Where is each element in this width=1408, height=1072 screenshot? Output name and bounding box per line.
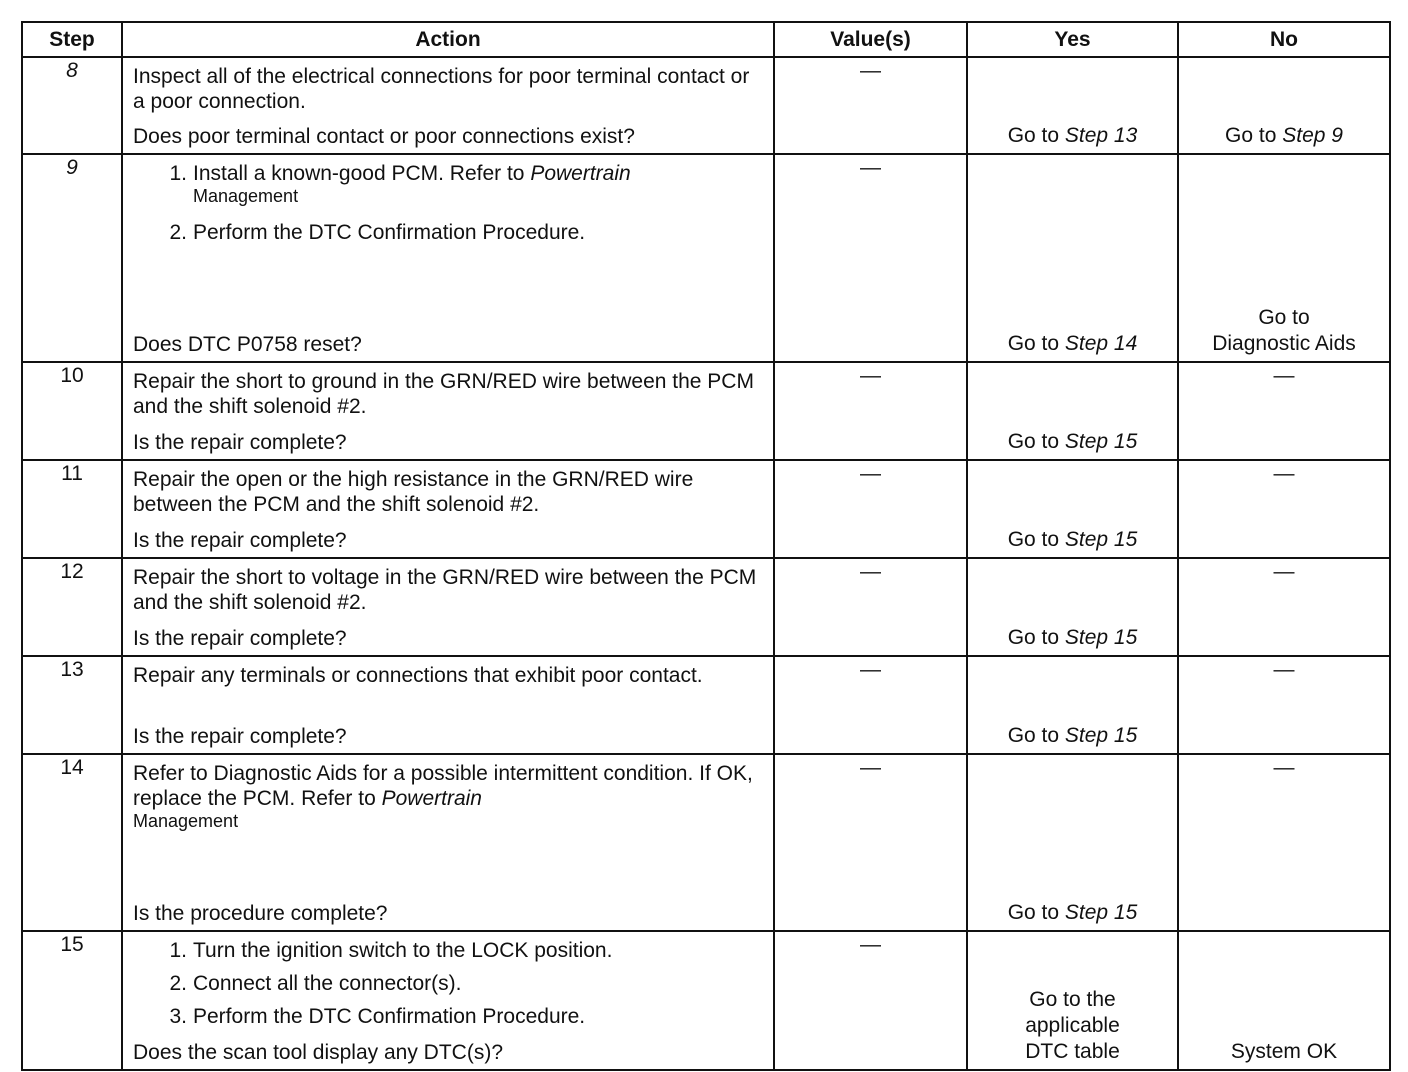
- dash: —: [860, 59, 881, 82]
- value-cell: [774, 656, 967, 754]
- reference-link[interactable]: Powertrain: [381, 787, 482, 810]
- yes-step-link[interactable]: Step 15: [1064, 626, 1138, 649]
- reference-link[interactable]: Powertrain: [530, 162, 631, 185]
- list-item: 3. Perform the DTC Confirmation Procedure.: [169, 1005, 586, 1028]
- dash: —: [1273, 560, 1295, 583]
- dash: —: [860, 364, 881, 387]
- dash: —: [1273, 658, 1295, 681]
- action-cell: [122, 656, 774, 754]
- list-item: 1. Turn the ignition switch to the LOCK position.: [169, 939, 613, 962]
- no-cell: [1178, 362, 1390, 460]
- yes-cell: Go to Step 15: [967, 460, 1178, 558]
- dash: —: [860, 462, 881, 485]
- header-yes: Yes: [967, 22, 1178, 57]
- yes-cell: [967, 931, 1178, 1070]
- yes-cell: Go to Step 15: [967, 362, 1178, 460]
- dash: —: [1273, 462, 1295, 485]
- value-cell: [774, 558, 967, 656]
- table-row: [22, 460, 1390, 558]
- table-row: [22, 154, 1390, 362]
- yes-step-link[interactable]: Step 15: [1064, 901, 1138, 924]
- table-row: [22, 558, 1390, 656]
- no-cell: [1178, 754, 1390, 931]
- yes-cell: Go to Step 13: [967, 57, 1178, 154]
- dash: —: [860, 658, 881, 681]
- step-number: 13: [22, 656, 122, 754]
- yes-step-link[interactable]: Step 15: [1064, 528, 1138, 551]
- yes-step-link[interactable]: Step 14: [1064, 332, 1138, 355]
- dash: —: [860, 756, 881, 779]
- action-question: Is the repair complete?: [133, 431, 347, 454]
- step-number: 11: [22, 460, 122, 558]
- value-cell: [774, 931, 967, 1070]
- header-action: Action: [122, 22, 774, 57]
- dash: —: [860, 156, 881, 179]
- no-step-link[interactable]: Step 9: [1282, 124, 1343, 147]
- action-cell: [122, 754, 774, 931]
- dash: —: [1273, 756, 1295, 779]
- yes-link-dtc-table[interactable]: Go to the applicable DTC table: [1025, 988, 1120, 1063]
- list-item: 2. Connect all the connector(s).: [169, 972, 462, 995]
- list-item: 1. Install a known-good PCM. Refer to Powertrain Management: [169, 162, 631, 206]
- yes-cell: Go to Step 14: [967, 154, 1178, 362]
- yes-cell: Go to Step 15: [967, 558, 1178, 656]
- no-cell: [1178, 656, 1390, 754]
- action-text: Repair the short to ground in the GRN/RED wire between the PCM and the shift solenoid #2.: [133, 370, 754, 418]
- action-text: Inspect all of the electrical connections for poor terminal contact or a poor connection.: [133, 65, 750, 113]
- value-cell: [774, 362, 967, 460]
- no-cell: [1178, 558, 1390, 656]
- value-cell: [774, 460, 967, 558]
- step-number: 14: [22, 754, 122, 931]
- dash: —: [860, 560, 881, 583]
- action-text: Repair the short to voltage in the GRN/RED wire between the PCM and the shift solenoid #2.: [133, 566, 757, 614]
- action-question: Does DTC P0758 reset?: [133, 333, 362, 356]
- table-row: [22, 754, 1390, 931]
- step-number: 10: [22, 362, 122, 460]
- action-text: Refer to Diagnostic Aids for a possible intermittent condition. If OK, replace the PCM. Refer to Powertrain Management: [133, 762, 753, 831]
- step-number: 9: [22, 154, 122, 362]
- action-question: Does poor terminal contact or poor connections exist?: [133, 125, 635, 148]
- table-row: [22, 656, 1390, 754]
- dash: —: [860, 933, 881, 956]
- dash: —: [1273, 364, 1295, 387]
- value-cell: [774, 754, 967, 931]
- no-cell: [1178, 931, 1390, 1070]
- action-cell: [122, 460, 774, 558]
- header-step: Step: [22, 22, 122, 57]
- no-link-diagnostic-aids[interactable]: Go to Diagnostic Aids: [1212, 306, 1356, 355]
- yes-step-link[interactable]: Step 15: [1064, 430, 1138, 453]
- value-cell: [774, 154, 967, 362]
- header-values: Value(s): [774, 22, 967, 57]
- action-cell: [122, 154, 774, 362]
- system-ok-text: System OK: [1230, 1040, 1338, 1063]
- table-row: [22, 362, 1390, 460]
- action-cell: [122, 558, 774, 656]
- step-number: 12: [22, 558, 122, 656]
- action-cell: [122, 57, 774, 154]
- yes-cell: Go to Step 15: [967, 656, 1178, 754]
- step-number: 15: [22, 931, 122, 1070]
- value-cell: [774, 57, 967, 154]
- list-item: 2. Perform the DTC Confirmation Procedure.: [169, 221, 586, 244]
- yes-cell: Go to Step 15: [967, 754, 1178, 931]
- action-text: Repair any terminals or connections that exhibit poor contact.: [133, 664, 703, 687]
- yes-step-link[interactable]: Step 13: [1064, 124, 1138, 147]
- action-cell: [122, 362, 774, 460]
- diagnostic-table: [21, 21, 1391, 1071]
- action-cell: [122, 931, 774, 1070]
- yes-step-link[interactable]: Step 15: [1064, 724, 1138, 747]
- action-question: Is the procedure complete?: [133, 902, 388, 925]
- action-question: Is the repair complete?: [133, 725, 347, 748]
- no-cell: [1178, 154, 1390, 362]
- no-cell: [1178, 460, 1390, 558]
- action-question: Is the repair complete?: [133, 529, 347, 552]
- step-number: 8: [22, 57, 122, 154]
- table-row: [22, 57, 1390, 154]
- header-row: [22, 22, 1390, 57]
- header-no: No: [1178, 22, 1390, 57]
- table-row: [22, 931, 1390, 1070]
- action-question: Is the repair complete?: [133, 627, 347, 650]
- no-cell: Go to Step 9: [1178, 57, 1390, 154]
- action-question: Does the scan tool display any DTC(s)?: [133, 1041, 503, 1064]
- action-text: Repair the open or the high resistance in the GRN/RED wire between the PCM and the shift solenoid #2.: [133, 468, 694, 516]
